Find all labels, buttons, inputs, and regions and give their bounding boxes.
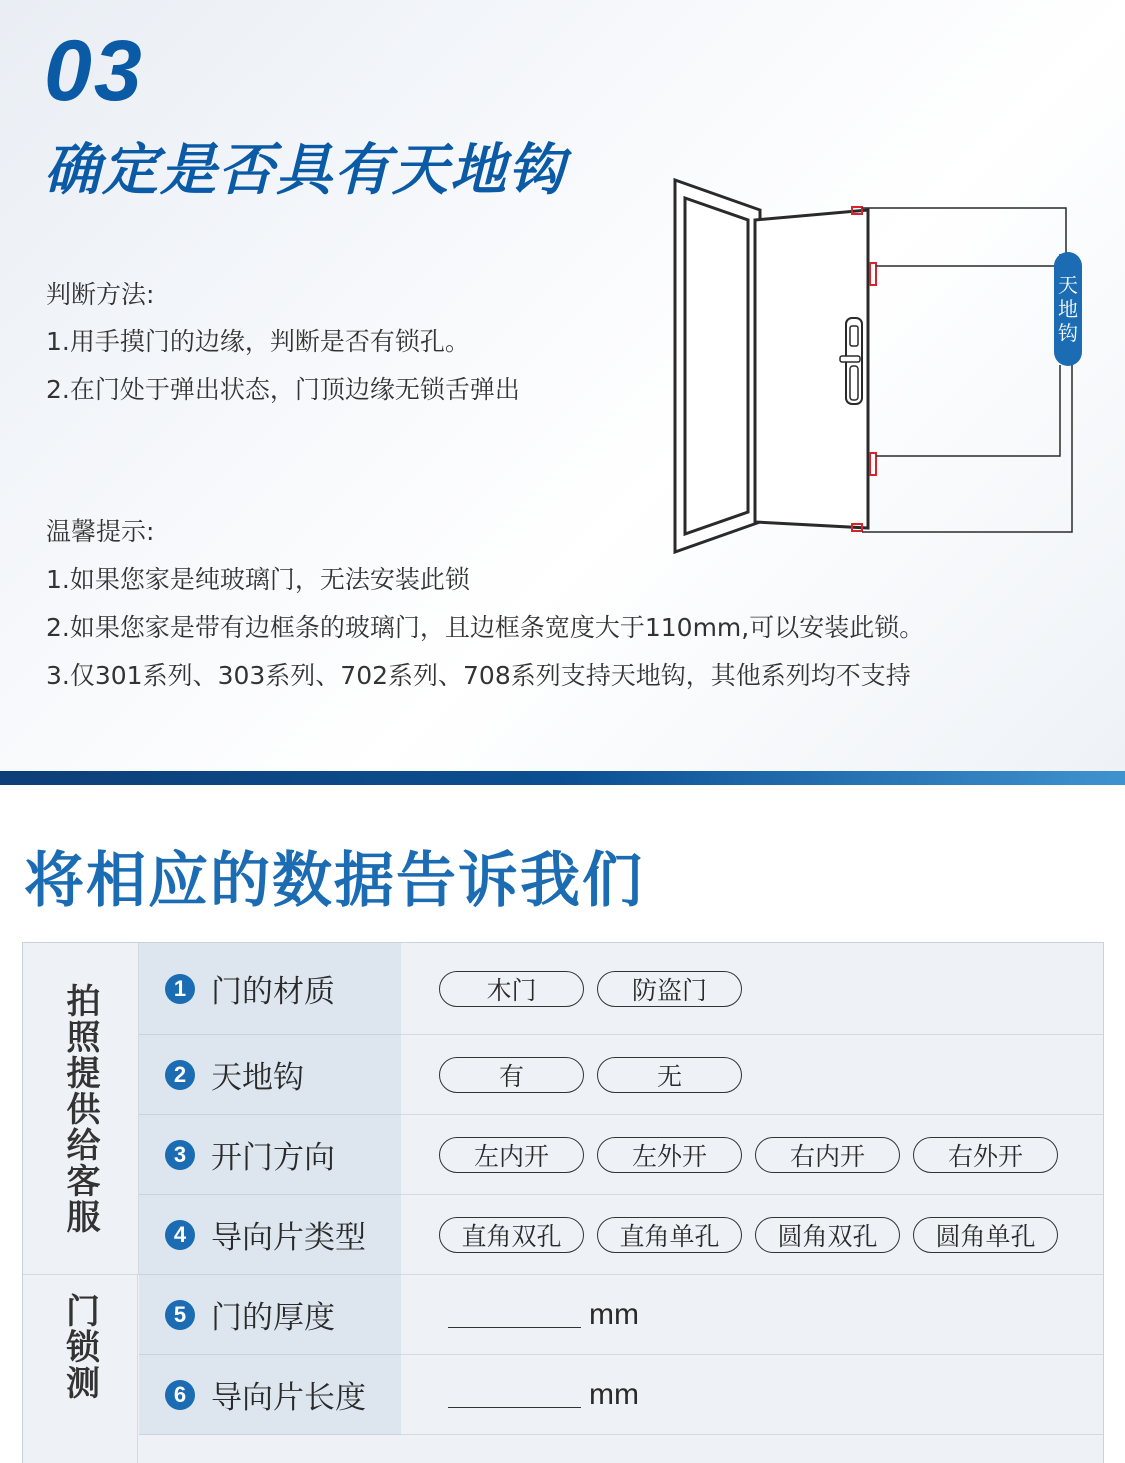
row-label-cell (139, 1115, 401, 1195)
row-label-door-material: 门的材质 (211, 974, 335, 1010)
row-label-cell (139, 1195, 401, 1275)
row-number-badge: 1 (165, 974, 195, 1004)
group-label-photo: 拍照提供给客服 (60, 982, 100, 1235)
method-heading: 判断方法: (46, 280, 155, 309)
hook-callout (1054, 252, 1082, 366)
step-title: 确定是否具有天地钩 (44, 138, 566, 203)
section2-title: 将相应的数据告诉我们 (24, 846, 644, 916)
group-photo-cell (23, 943, 139, 1275)
group-label-measure: 门锁测 (59, 1293, 100, 1401)
option-round-double-hole[interactable]: 圆角双孔 (755, 1217, 900, 1253)
connector-lines (862, 208, 1072, 532)
option-right-inward[interactable]: 右内开 (755, 1137, 900, 1173)
tips-line-1: 1.如果您家是纯玻璃门，无法安装此锁 (46, 565, 470, 594)
row-label-guide-plate-length: 导向片长度 (211, 1380, 366, 1416)
option-square-double-hole[interactable]: 直角双孔 (439, 1217, 584, 1253)
callout-char-3: 钩 (1058, 321, 1078, 345)
row-number-badge: 6 (165, 1380, 195, 1410)
unit-mm: mm (589, 1377, 639, 1411)
callout-char-2: 地 (1058, 297, 1078, 321)
option-left-inward[interactable]: 左内开 (439, 1137, 584, 1173)
group-measure-cell (23, 1275, 138, 1463)
row-options-door-material (401, 943, 1103, 1035)
row-options-guide-plate-type (401, 1195, 1103, 1275)
row-label-cell (139, 1035, 401, 1115)
option-square-single-hole[interactable]: 直角单孔 (597, 1217, 742, 1253)
row-number-badge: 3 (165, 1140, 195, 1170)
callout-char-1: 天 (1058, 273, 1078, 297)
door-hook-diagram (660, 170, 1100, 570)
method-line-1: 1.用手摸门的边缘，判断是否有锁孔。 (46, 327, 470, 356)
step-number: 03 (44, 23, 144, 119)
unit-mm: mm (589, 1297, 639, 1331)
row-number-badge: 5 (165, 1300, 195, 1330)
option-right-outward[interactable]: 右外开 (913, 1137, 1058, 1173)
tips-line-3: 3.仅301系列、303系列、702系列、708系列支持天地钩，其他系列均不支持 (46, 661, 911, 690)
row-label-hook: 天地钩 (211, 1060, 304, 1096)
row-options-hook (401, 1035, 1103, 1115)
row-number-badge: 2 (165, 1060, 195, 1090)
door-thickness-field[interactable] (448, 1301, 581, 1328)
option-left-outward[interactable]: 左外开 (597, 1137, 742, 1173)
option-hook-no[interactable]: 无 (597, 1057, 742, 1093)
row-label-cell (139, 1275, 401, 1355)
tips-line-2: 2.如果您家是带有边框条的玻璃门，且边框条宽度大于110mm,可以安装此锁。 (46, 613, 925, 642)
row-number-badge: 4 (165, 1220, 195, 1250)
row-label-cell (139, 1355, 401, 1435)
option-round-single-hole[interactable]: 圆角单孔 (913, 1217, 1058, 1253)
guide-plate-length-field[interactable] (448, 1381, 581, 1408)
row-options-opening-direction (401, 1115, 1103, 1195)
tips-heading: 温馨提示: (46, 517, 155, 546)
option-wood-door[interactable]: 木门 (439, 971, 584, 1007)
row-input-door-thickness (401, 1275, 1103, 1355)
row-label-guide-plate-type: 导向片类型 (211, 1220, 366, 1256)
row-label-door-thickness: 门的厚度 (211, 1300, 335, 1336)
row-label-opening-direction: 开门方向 (211, 1140, 335, 1176)
data-form-table (22, 942, 1104, 1463)
method-line-2: 2.在门处于弹出状态，门顶边缘无锁舌弹出 (46, 375, 520, 404)
option-hook-yes[interactable]: 有 (439, 1057, 584, 1093)
row-input-guide-plate-length (401, 1355, 1103, 1435)
row-label-cell (139, 943, 401, 1035)
option-security-door[interactable]: 防盗门 (597, 971, 742, 1007)
section-divider (0, 771, 1125, 785)
